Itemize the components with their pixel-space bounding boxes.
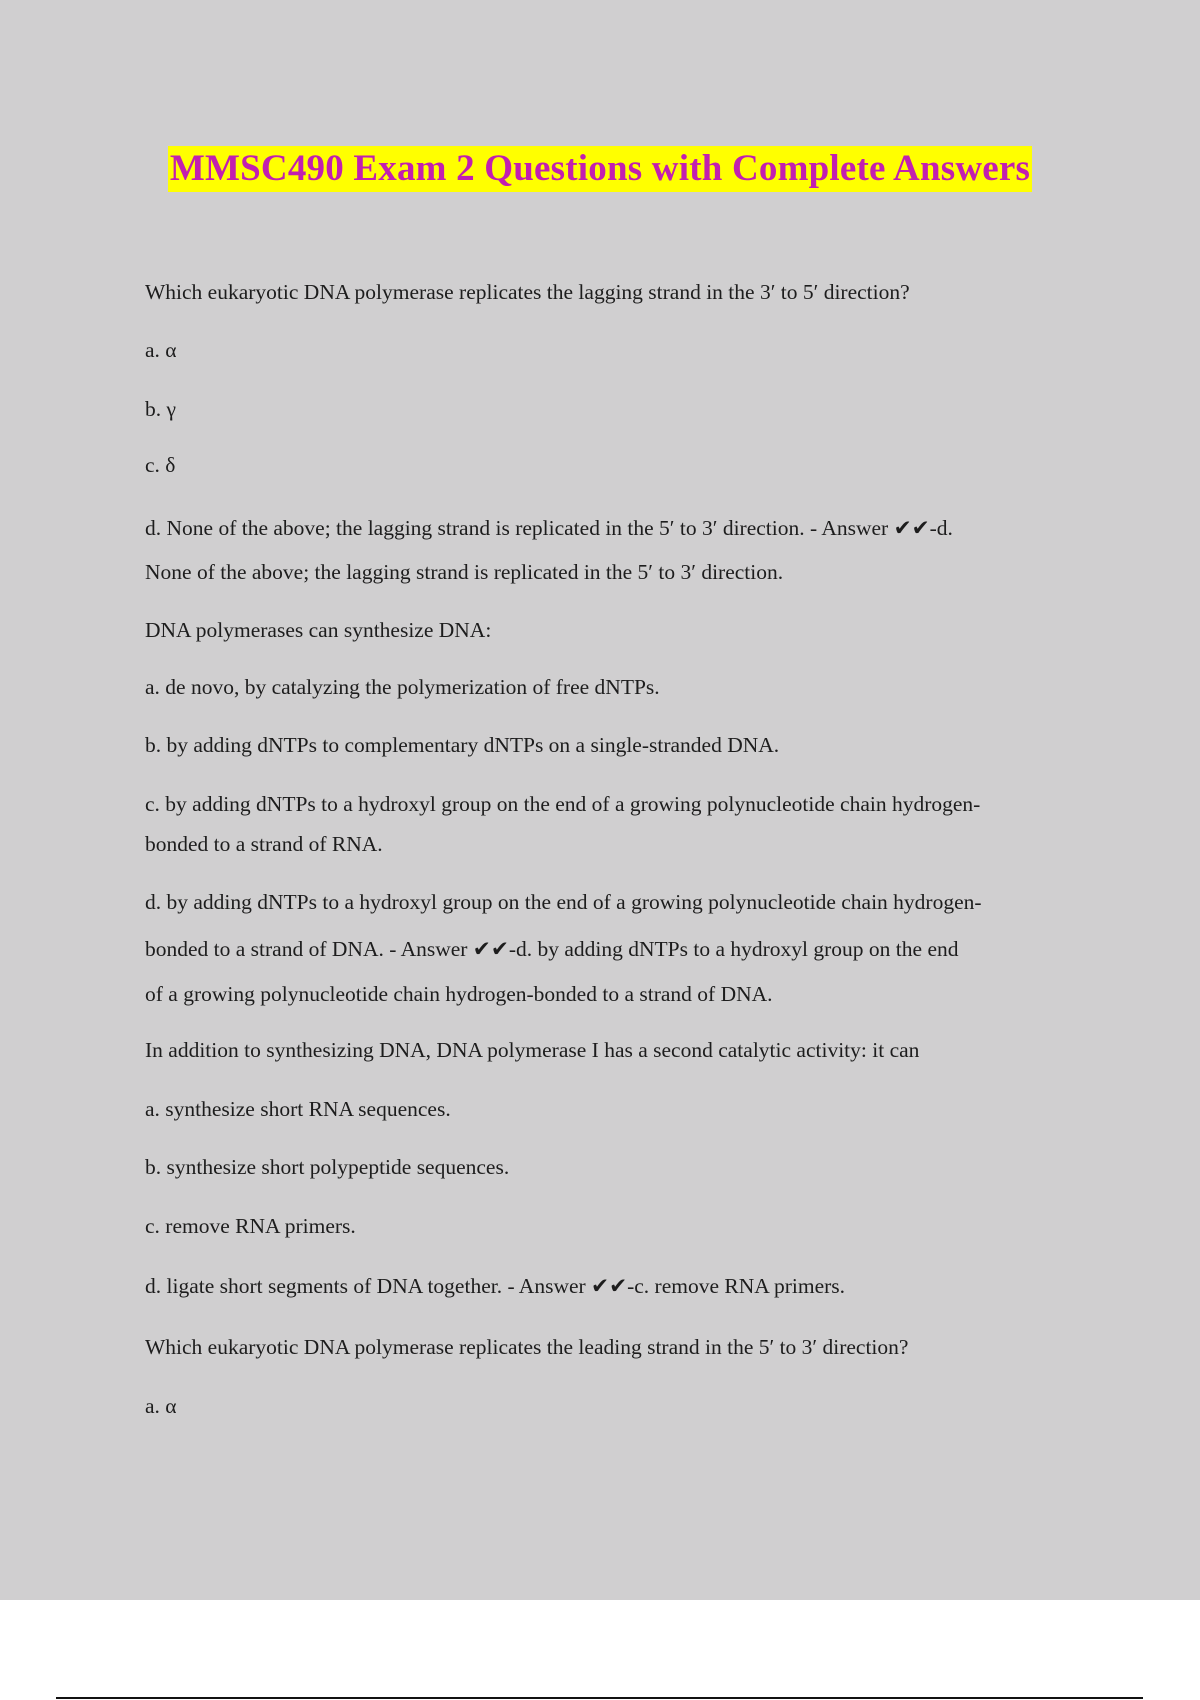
question-1-option-a: a. α: [145, 338, 177, 362]
question-3-option-c: c. remove RNA primers.: [145, 1214, 356, 1238]
question-1-option-d-answer: d. None of the above; the lagging strand is replicated in the 5′ to 3′ direction. - Answer ✔✔-d.: [145, 516, 953, 540]
question-2-answer-continued: of a growing polynucleotide chain hydrogen-bonded to a strand of DNA.: [145, 982, 773, 1006]
question-3-text: In addition to synthesizing DNA, DNA polymerase I has a second catalytic activity: it can: [145, 1038, 920, 1062]
page-divider: [56, 1697, 1143, 1699]
question-2-option-c: c. by adding dNTPs to a hydroxyl group on the end of a growing polynucleotide chain hydrogen-: [145, 792, 981, 816]
question-4-text: Which eukaryotic DNA polymerase replicates the leading strand in the 5′ to 3′ direction?: [145, 1335, 909, 1359]
question-1-option-b: b. γ: [145, 397, 177, 421]
question-2-answer: bonded to a strand of DNA. - Answer ✔✔-d. by adding dNTPs to a hydroxyl group on the end: [145, 937, 959, 961]
question-2-text: DNA polymerases can synthesize DNA:: [145, 618, 492, 642]
document-title: MMSC490 Exam 2 Questions with Complete Answers: [168, 146, 1032, 192]
question-2-option-b: b. by adding dNTPs to complementary dNTPs on a single-stranded DNA.: [145, 733, 780, 757]
question-3-option-b: b. synthesize short polypeptide sequences.: [145, 1155, 510, 1179]
question-1-answer-continued: None of the above; the lagging strand is replicated in the 5′ to 3′ direction.: [145, 560, 784, 584]
question-1-option-c: c. δ: [145, 453, 176, 477]
question-2-option-d: d. by adding dNTPs to a hydroxyl group on the end of a growing polynucleotide chain hydrogen-: [145, 890, 982, 914]
question-3-option-a: a. synthesize short RNA sequences.: [145, 1097, 451, 1121]
question-4-option-a: a. α: [145, 1394, 177, 1418]
question-2-option-c-continued: bonded to a strand of RNA.: [145, 832, 383, 856]
title-container: [0, 146, 1200, 192]
question-3-option-d-answer: d. ligate short segments of DNA together. - Answer ✔✔-c. remove RNA primers.: [145, 1274, 846, 1298]
question-1-text: Which eukaryotic DNA polymerase replicates the lagging strand in the 3′ to 5′ direction?: [145, 280, 910, 304]
question-2-option-a: a. de novo, by catalyzing the polymerization of free dNTPs.: [145, 675, 660, 699]
